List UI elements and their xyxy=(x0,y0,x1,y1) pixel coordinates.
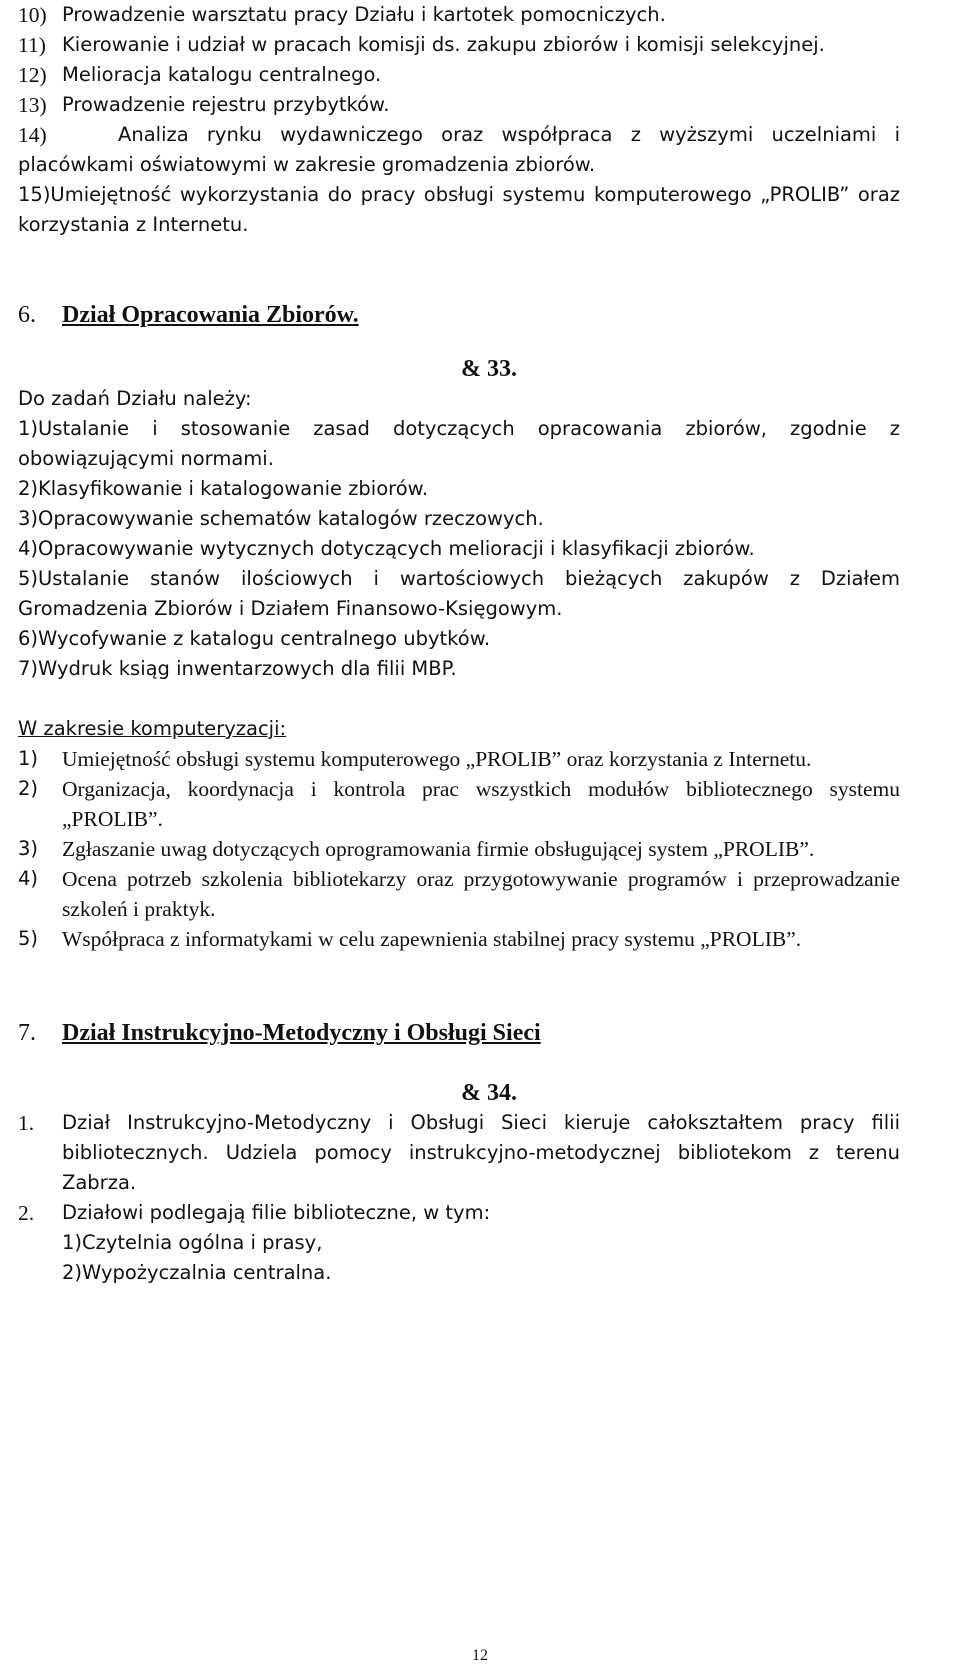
list-item: 14) Analiza rynku wydawniczego oraz współpraca z wyższymi uczelniami i placówkami oświatowymi w zakresie gromadzenia zbiorów. xyxy=(18,123,900,176)
list-item: 15)Umiejętność wykorzystania do pracy obsługi systemu komputerowego „PROLIB” oraz korzystania z Internetu. xyxy=(18,183,900,236)
section-heading: 7. Dział Instrukcyjno-Metodyczny i Obsługi Sieci xyxy=(18,1020,541,1046)
list-item: 3)Opracowywanie schematów katalogów rzeczowych. xyxy=(18,507,544,530)
list-item: 10) Prowadzenie warsztatu pracy Działu i kartotek pomocniczych. xyxy=(18,3,666,27)
list-item: 4) Ocena potrzeb szkolenia bibliotekarzy oraz przygotowywanie programów i przeprowadzanie szkoleń i praktyk. xyxy=(18,867,900,921)
page-number: 12 xyxy=(472,1647,488,1664)
section-intro: Do zadań Działu należy: xyxy=(18,387,252,410)
list-item: 2)Klasyfikowanie i katalogowanie zbiorów. xyxy=(18,477,429,500)
paragraph-number: & 34. xyxy=(461,1080,517,1106)
section-heading: 6. Dział Opracowania Zbiorów. xyxy=(18,302,359,328)
list-item: 6)Wycofywanie z katalogu centralnego ubytków. xyxy=(18,627,491,650)
list-item: 3) Zgłaszanie uwag dotyczących oprogramowania firmie obsługującej system „PROLIB”. xyxy=(18,837,815,861)
list-item: 1. Dział Instrukcyjno-Metodyczny i Obsługi Sieci kieruje całokształtem pracy filii bibliotecznych. Udziela pomocy instrukcyjno-metodycznej bibliotekom z terenu Zabrza. xyxy=(18,1111,900,1194)
list-item: 13) Prowadzenie rejestru przybytków. xyxy=(18,93,390,117)
list-item: 4)Opracowywanie wytycznych dotyczących melioracji i klasyfikacji zbiorów. xyxy=(18,537,755,560)
list-item: 1) Umiejętność obsługi systemu komputerowego „PROLIB” oraz korzystania z Internetu. xyxy=(18,747,812,771)
list-item: 2) Organizacja, koordynacja i kontrola prac wszystkich modułów bibliotecznego systemu „PROLIB”. xyxy=(18,777,900,831)
paragraph-number: & 33. xyxy=(461,356,517,382)
list-item: 2. Działowi podlegają filie biblioteczne, w tym: xyxy=(18,1201,491,1225)
list-item: 1)Czytelnia ogólna i prasy, xyxy=(62,1231,323,1254)
document-page xyxy=(18,0,900,1288)
list-item: 5)Ustalanie stanów ilościowych i wartościowych bieżących zakupów z Działem Gromadzenia Zbiorów i Działem Finansowo-Księgowym. xyxy=(18,567,900,620)
list-item: 7)Wydruk ksiąg inwentarzowych dla filii MBP. xyxy=(18,657,457,680)
list-item: 1)Ustalanie i stosowanie zasad dotyczących opracowania zbiorów, zgodnie z obowiązującymi normami. xyxy=(18,417,900,470)
list-item: 11) Kierowanie i udział w pracach komisji ds. zakupu zbiorów i komisji selekcyjnej. xyxy=(18,33,825,57)
list-item: 12) Melioracja katalogu centralnego. xyxy=(18,63,382,87)
subsection-heading: W zakresie komputeryzacji: xyxy=(18,717,287,740)
list-item: 2)Wypożyczalnia centralna. xyxy=(62,1261,332,1284)
list-item: 5) Współpraca z informatykami w celu zapewnienia stabilnej pracy systemu „PROLIB”. xyxy=(18,927,802,951)
